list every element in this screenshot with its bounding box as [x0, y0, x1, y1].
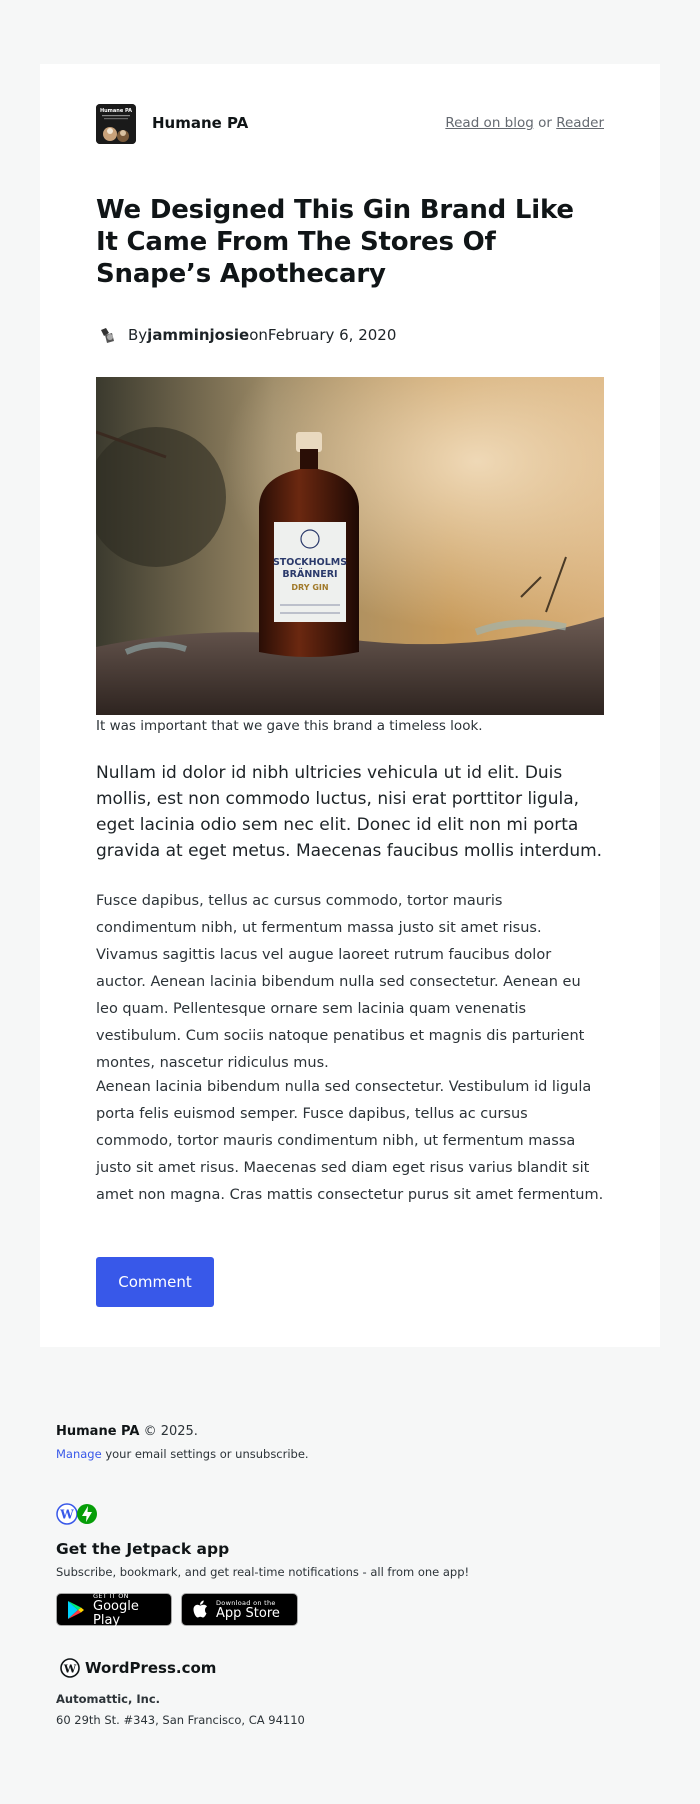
site-logo[interactable]: [96, 104, 136, 144]
image-caption: It was important that we gave this brand a timeless look.: [96, 718, 483, 734]
bottle-label-line3: DRY GIN: [291, 583, 329, 592]
google-play-button[interactable]: [56, 1593, 172, 1626]
bottle-label-line2: BRÄNNERI: [282, 569, 338, 580]
hero-image: [96, 377, 604, 715]
company-address: 60 29th St. #343, San Francisco, CA 94110: [56, 1713, 305, 1727]
manage-rest-text: your email settings or unsubscribe.: [101, 1447, 309, 1461]
byline-on: on: [249, 326, 268, 344]
wordpress-logo-icon: [60, 1658, 80, 1678]
footer-site-name: Humane PA: [56, 1424, 140, 1439]
lead-paragraph: Nullam id dolor id nibh ultricies vehicula ut id elit. Duis mollis, est non commodo luctus, nisi erat porttitor ligula, eget lacinia odio sem nec elit. Donec id elit non mi porta gravida at eget metus. Maecenas faucibus mollis interdum.: [96, 763, 603, 861]
reader-link[interactable]: Reader: [556, 115, 604, 131]
jetpack-title: Get the Jetpack app: [56, 1540, 230, 1558]
footer-copyright: [56, 1424, 198, 1439]
copyright-text: © 2025.: [139, 1424, 198, 1439]
comment-button[interactable]: Comment: [96, 1257, 214, 1307]
body-paragraph-2: Aenean lacinia bibendum nulla sed consectetur. Vestibulum id ligula porta felis euismod semper. Fusce dapibus, tellus ac cursus commodo, tortor mauris condimentum nibh, ut fermentum massa justo sit amet risus. Maecenas sed diam eget risus varius blandit sit amet non magna. Cras mattis consectetur purus sit amet fermentum.: [96, 1079, 604, 1203]
google-play-big: Google Play: [93, 1598, 139, 1628]
author-name[interactable]: jamminjosie: [147, 326, 250, 344]
wordpress-text: WordPress.com: [85, 1659, 217, 1677]
post-title[interactable]: We Designed This Gin Brand Like It Came From The Stores Of Snape’s Apothecary: [96, 195, 574, 289]
manage-link[interactable]: Manage: [56, 1447, 102, 1461]
read-on-blog-link[interactable]: Read on blog: [445, 115, 534, 131]
byline: [96, 322, 396, 348]
app-store-big: App Store: [216, 1605, 280, 1621]
jetpack-subtitle: Subscribe, bookmark, and get real-time notifications - all from one app!: [56, 1565, 470, 1579]
read-links: [445, 115, 604, 131]
email-card: [40, 64, 660, 1347]
byline-by: By: [128, 326, 148, 344]
wordpress-icon: [56, 1503, 78, 1525]
site-name[interactable]: Humane PA: [152, 114, 249, 132]
google-play-icon: [67, 1600, 85, 1620]
apple-icon: [192, 1600, 208, 1619]
post-date: February 6, 2020: [267, 326, 397, 344]
company-name: Automattic, Inc.: [56, 1692, 161, 1706]
author-avatar[interactable]: [96, 324, 118, 346]
app-icons: [56, 1503, 96, 1525]
svg-text:W: W: [63, 1662, 77, 1676]
app-store-small: Download on the: [216, 1598, 276, 1607]
or-text: or: [533, 115, 557, 131]
svg-text:W: W: [60, 1507, 74, 1522]
body-paragraph-1: Fusce dapibus, tellus ac cursus commodo, tortor mauris condimentum nibh, ut fermentum massa justo sit amet risus. Vivamus sagittis lacus vel augue laoreet rutrum faucibus dolor auctor. Aenean lacinia bibendum nulla sed consectetur. Aenean eu leo quam. Pellentesque ornare sem lacinia quam venenatis vestibulum. Cum sociis natoque penatibus et magnis dis parturient montes, nascetur ridiculus mus.: [96, 893, 585, 1071]
jetpack-icon: [76, 1503, 98, 1525]
app-store-button[interactable]: [181, 1593, 298, 1626]
google-play-small: GET IT ON: [93, 1591, 129, 1600]
bottle-label-line1: STOCKHOLMS: [272, 557, 348, 568]
wordpress-logo[interactable]: [60, 1658, 216, 1678]
footer-manage: [56, 1447, 309, 1461]
site-logo-text: Humane PA: [99, 108, 133, 114]
